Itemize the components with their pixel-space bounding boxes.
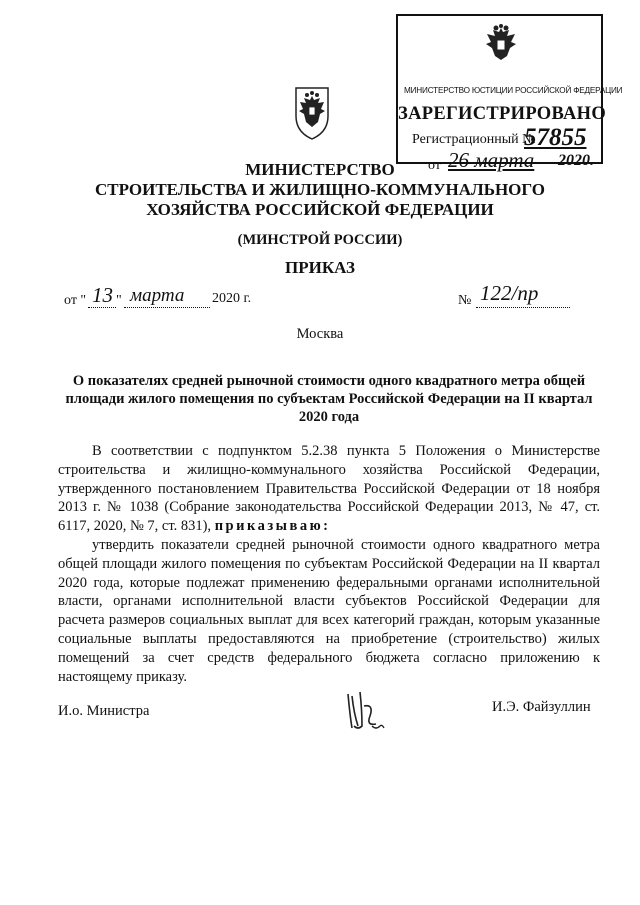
order-date-day: 13 xyxy=(92,283,113,307)
document-body xyxy=(58,442,600,686)
stamp-status: ЗАРЕГИСТРИРОВАНО xyxy=(398,104,607,124)
stamp-ministry: МИНИСТЕРСТВО ЮСТИЦИИ РОССИЙСКОЙ ФЕДЕРАЦИИ xyxy=(404,86,623,95)
order-number: 122/пр xyxy=(480,281,539,305)
ministry-name-line3: ХОЗЯЙСТВА РОССИЙСКОЙ ФЕДЕРАЦИИ xyxy=(146,200,494,219)
document-type: ПРИКАЗ xyxy=(285,258,355,277)
order-word: приказываю: xyxy=(214,518,331,535)
city: Москва xyxy=(296,326,344,342)
handwritten-signature xyxy=(340,686,390,736)
order-date-month: марта xyxy=(130,285,185,306)
body-paragraph xyxy=(58,442,600,536)
order-date-year: 2020 г. xyxy=(212,291,252,306)
ministry-name-line1: МИНИСТЕРСТВО xyxy=(245,160,395,179)
signatory-position: И.о. Министра xyxy=(58,703,150,719)
order-number-label: № xyxy=(458,293,472,308)
stamp-date-year: 2020. xyxy=(558,152,594,169)
stamp-date-prefix: от xyxy=(428,158,441,173)
paragraph-text: В соответствии с подпунктом 5.2.38 пункта 5 Положения о Министерстве строительства и жилищно-коммунального хозяйства Российской Федерации, утвержденного постановлением Правительства Российской Федерации от 18 ноября 2013 г. № 1038 (Собрание законодательства Российской Федерации 2013, № 47, ст. 6117, 2020, № 7, ст. 831), xyxy=(58,443,600,535)
order-date-quote: " xyxy=(116,293,122,308)
order-number-line xyxy=(476,307,570,308)
stamp-reg-number: 57855 xyxy=(524,124,587,151)
coat-of-arms-icon xyxy=(292,82,332,142)
stamp-reg-label: Регистрационный № xyxy=(412,132,536,147)
signatory-name: И.Э. Файзуллин xyxy=(492,699,591,715)
ministry-name-line2: СТРОИТЕЛЬСТВА И ЖИЛИЩНО-КОММУНАЛЬНОГО xyxy=(94,180,546,199)
stamp-date: 26 марта xyxy=(448,148,535,172)
document-title: О показателях средней рыночной стоимости одного квадратного метра общей площади жилого помещения по субъектам Российской Федерации на II квартал 2020 года xyxy=(65,373,593,425)
date-day-line xyxy=(88,307,116,308)
body-paragraph: утвердить показатели средней рыночной стоимости одного квадратного метра общей площади жилого помещения по субъектам Российской Федерации на II квартал 2020 года, которые подлежат применению федеральными органами исполнительной власти, органами исполнительной власти субъектов Российской Федерации для расчета размеров социальных выплат для всех категорий граждан, которым указанные социальные выплаты предоставляются на приобретение (строительство) жилых помещений за счет средств федерального бюджета согласно приложению к настоящему приказу. xyxy=(58,536,600,685)
date-month-line xyxy=(124,307,210,308)
coat-of-arms-icon xyxy=(483,24,519,64)
ministry-abbrev: (МИНСТРОЙ РОССИИ) xyxy=(237,232,403,248)
order-date-label: от " xyxy=(64,293,87,308)
registration-stamp xyxy=(396,14,623,173)
